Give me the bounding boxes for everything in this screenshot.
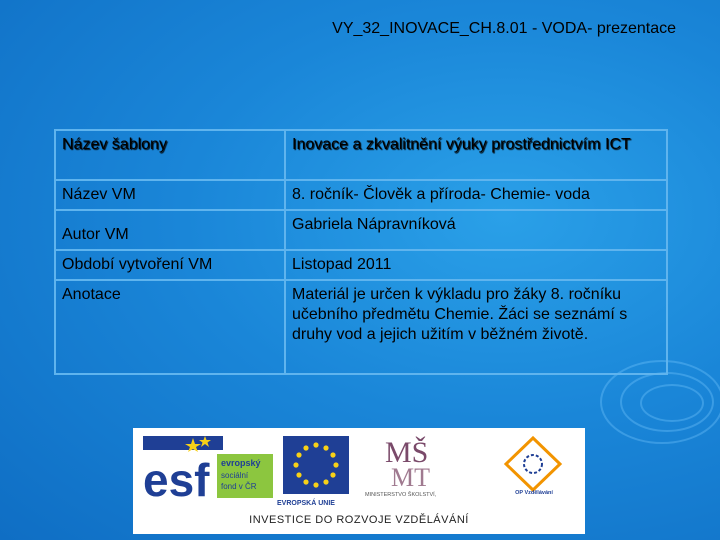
table-row	[55, 180, 667, 210]
svg-text:OP Vzdělávání: OP Vzdělávání	[515, 490, 553, 496]
svg-text:MT: MT	[391, 463, 430, 492]
row-value: Inovace a zkvalitnění výuky prostřednictvím ICT	[285, 130, 667, 180]
info-table	[54, 129, 668, 375]
table-row	[55, 210, 667, 250]
row-label: Anotace	[55, 280, 285, 374]
row-label: Autor VM	[55, 210, 285, 250]
table-row	[55, 280, 667, 374]
svg-text:esf: esf	[143, 454, 210, 502]
funding-logo-banner	[133, 428, 585, 534]
eu-flag-icon	[283, 436, 349, 494]
svg-text:MŠ: MŠ	[385, 436, 429, 469]
svg-text:MINISTERSTVO ŠKOLSTVÍ,: MINISTERSTVO ŠKOLSTVÍ,	[365, 492, 437, 498]
banner-footer-text: INVESTICE DO ROZVOJE VZDĚLÁVÁNÍ	[249, 514, 469, 526]
row-label: Název VM	[55, 180, 285, 210]
row-value: Gabriela Nápravníková	[285, 210, 667, 250]
row-label: Název šablony	[55, 130, 285, 180]
eu-label: EVROPSKÁ UNIE	[277, 500, 335, 507]
msmt-logo	[363, 434, 473, 500]
slide-title: VY_32_INOVACE_CH.8.01 - VODA- prezentace	[332, 20, 676, 37]
water-ripple-decoration	[640, 384, 704, 422]
row-value: Materiál je určen k výkladu pro žáky 8. ročníku učebního předmětu Chemie. Žáci se seznámí s druhy vod a jejich užitím v běžném životě.	[285, 280, 667, 374]
row-value: Listopad 2011	[285, 250, 667, 280]
table-row	[55, 130, 667, 180]
svg-text:fond v ČR: fond v ČR	[221, 482, 257, 491]
svg-text:evropský: evropský	[221, 458, 261, 468]
table-row	[55, 250, 667, 280]
op-vk-logo	[488, 434, 578, 500]
svg-text:sociální: sociální	[221, 471, 249, 480]
esf-logo	[143, 436, 273, 502]
row-label: Období vytvoření VM	[55, 250, 285, 280]
row-value: 8. ročník- Člověk a příroda- Chemie- voda	[285, 180, 667, 210]
